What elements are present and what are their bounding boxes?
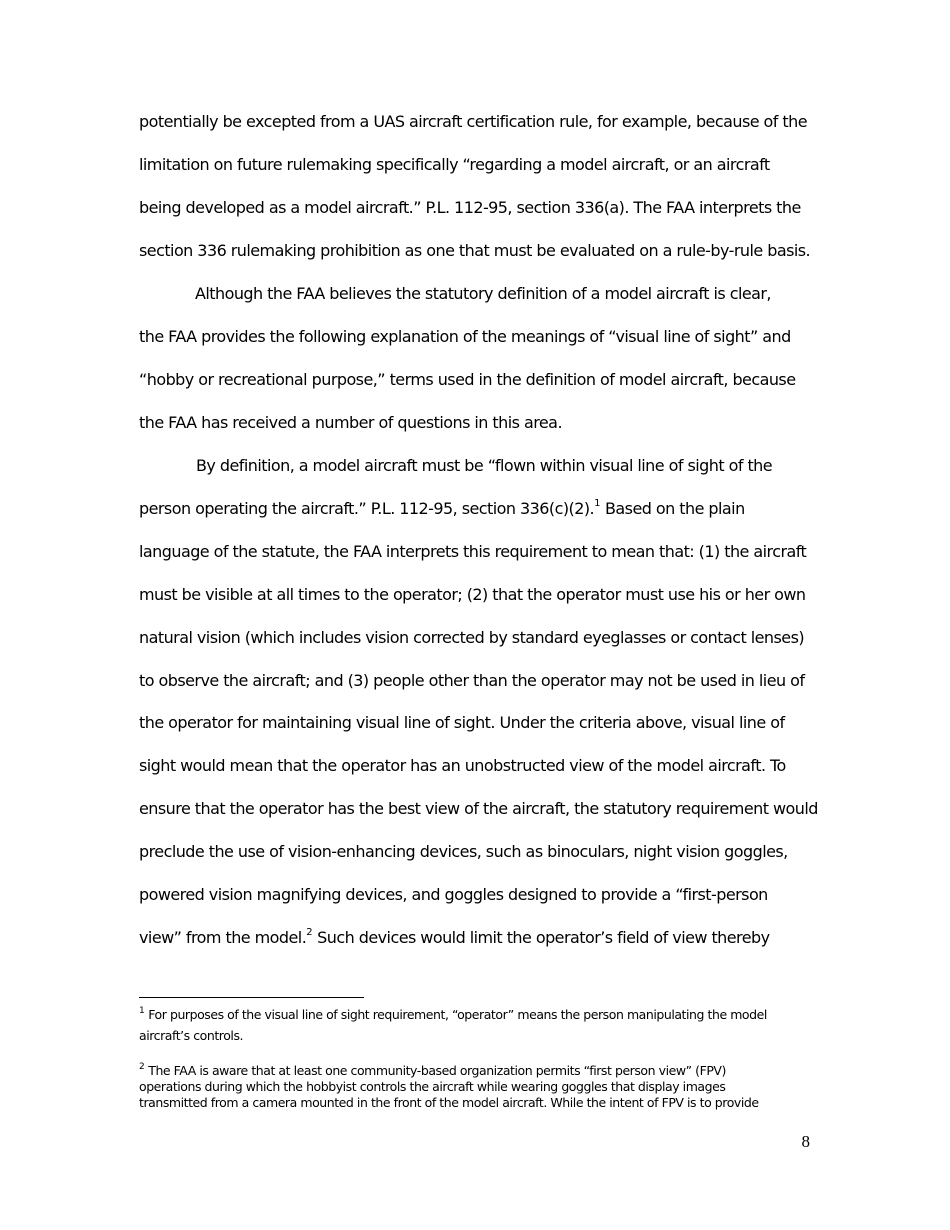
- body-line: powered vision magnifying devices, and goggles designed to provide a “first-person: [139, 885, 768, 904]
- body-line: [139, 928, 770, 948]
- body-line: language of the statute, the FAA interprets this requirement to mean that: (1) the aircraft: [139, 542, 807, 561]
- body-line: ensure that the operator has the best view of the aircraft, the statutory requirement would: [139, 799, 818, 818]
- body-line: preclude the use of vision-enhancing devices, such as binoculars, night vision goggles,: [139, 842, 788, 861]
- footnote-separator: [139, 997, 364, 998]
- body-line: By definition, a model aircraft must be “flown within visual line of sight of the: [196, 456, 773, 475]
- footnote-2-continued: operations during which the hobbyist controls the aircraft while wearing goggles that display images: [139, 1079, 726, 1094]
- body-line: Although the FAA believes the statutory definition of a model aircraft is clear,: [195, 284, 771, 303]
- footnote-1-continued: aircraft’s controls.: [139, 1028, 244, 1043]
- body-line: the FAA provides the following explanation of the meanings of “visual line of sight” and: [139, 327, 791, 346]
- body-line: to observe the aircraft; and (3) people other than the operator may not be used in lieu of: [139, 671, 805, 690]
- footnote-2-continued: transmitted from a camera mounted in the front of the model aircraft. While the intent of FPV is to provide: [139, 1095, 759, 1110]
- footnote-text: The FAA is aware that at least one community-based organization permits “first person view” (FPV): [144, 1063, 726, 1078]
- body-line: the operator for maintaining visual line of sight. Under the criteria above, visual line of: [139, 713, 785, 732]
- footnote-marker: 2: [139, 1062, 145, 1072]
- footnote-ref-1[interactable]: 1: [594, 498, 601, 509]
- body-line: must be visible at all times to the operator; (2) that the operator must use his or her own: [139, 585, 806, 604]
- body-line: section 336 rulemaking prohibition as one that must be evaluated on a rule-by-rule basis.: [139, 241, 811, 260]
- footnote-ref-2[interactable]: 2: [306, 927, 313, 938]
- footnote-text: For purposes of the visual line of sight requirement, “operator” means the person manipulating the model: [144, 1007, 767, 1022]
- body-line-text: Such devices would limit the operator’s field of view thereby: [312, 928, 770, 947]
- footnote-marker: 1: [139, 1006, 145, 1016]
- body-line: limitation on future rulemaking specifically “regarding a model aircraft, or an aircraft: [139, 155, 770, 174]
- body-line: potentially be excepted from a UAS aircraft certification rule, for example, because of the: [139, 112, 808, 131]
- body-line-text: Based on the plain: [600, 499, 745, 518]
- footnote-2: [139, 1063, 726, 1079]
- page-number: 8: [801, 1132, 810, 1151]
- body-line-text: person operating the aircraft.” P.L. 112-95, section 336(c)(2).: [139, 499, 595, 518]
- body-line-text: view” from the model.: [139, 928, 307, 947]
- body-line: the FAA has received a number of questions in this area.: [139, 413, 562, 432]
- body-line: sight would mean that the operator has an unobstructed view of the model aircraft. To: [139, 756, 786, 775]
- body-line: “hobby or recreational purpose,” terms used in the definition of model aircraft, because: [139, 370, 796, 389]
- body-line: being developed as a model aircraft.” P.L. 112-95, section 336(a). The FAA interprets the: [139, 198, 801, 217]
- body-line: [139, 499, 745, 519]
- footnote-1: [139, 1007, 767, 1023]
- body-line: natural vision (which includes vision corrected by standard eyeglasses or contact lenses): [139, 628, 805, 647]
